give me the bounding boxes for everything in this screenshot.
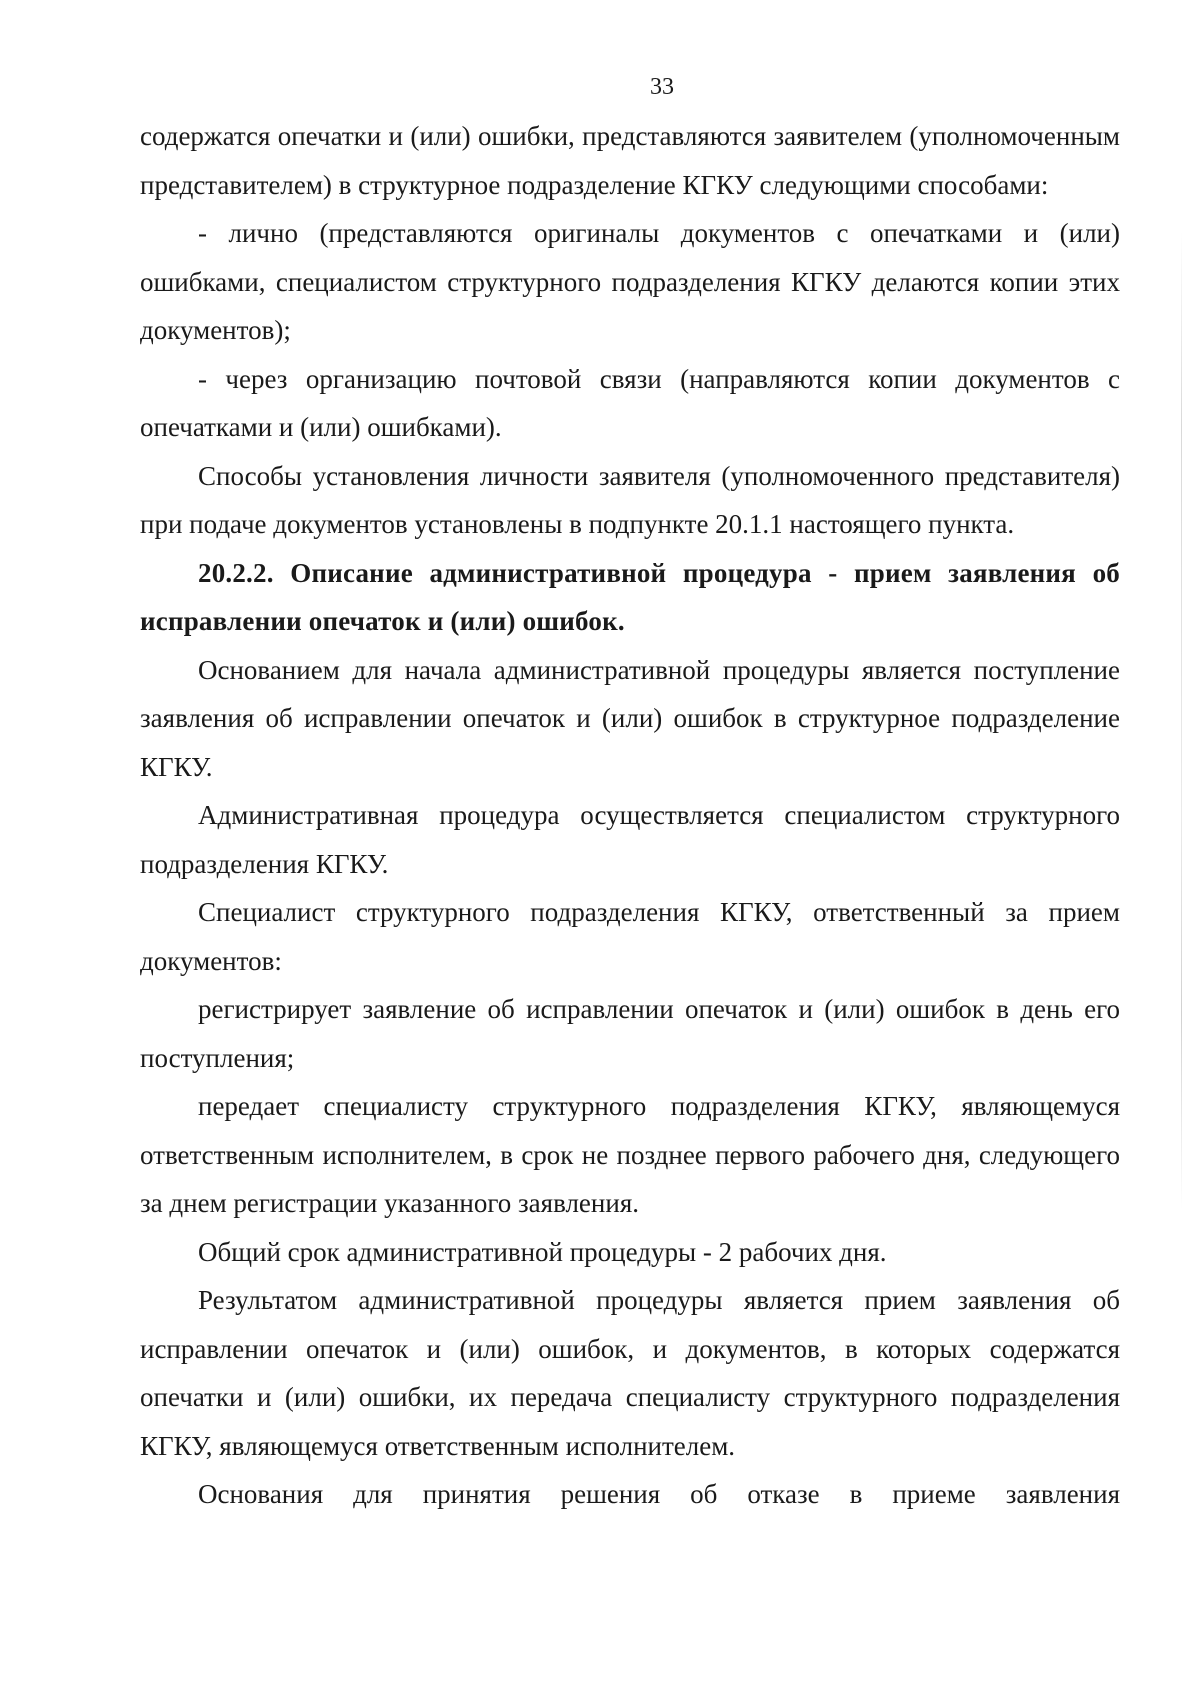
paragraph-basis: Основанием для начала административной процедуры является поступление заявления об исправлении опечаток и (или) ошибок в структурное подразделение КГКУ. bbox=[140, 654, 1120, 782]
scan-edge-line bbox=[1181, 230, 1182, 1210]
paragraph-list-item-post: - через организацию почтовой связи (направляются копии документов с опечатками и (или) ошибками). bbox=[140, 363, 1120, 442]
section-heading: 20.2.2. Описание административной процедура - прием заявления об исправлении опечаток и (или) ошибок. bbox=[140, 557, 1120, 636]
paragraph-transfers: передает специалисту структурного подразделения КГКУ, являющемуся ответственным исполнителем, в срок не позднее первого рабочего дня, следующего за днем регистрации указанного заявления. bbox=[140, 1091, 1120, 1218]
paragraph-registers: регистрирует заявление об исправлении опечаток и (или) ошибок в день его поступления; bbox=[140, 994, 1120, 1073]
paragraph-identity-methods: Способы установления личности заявителя (уполномоченного представителя) при подаче документов установлены в подпункте 20.1.1 настоящего пункта. bbox=[140, 460, 1120, 539]
paragraph-total-term: Общий срок административной процедуры - 2 рабочих дня. bbox=[198, 1236, 887, 1267]
paragraph-result: Результатом административной процедуры является прием заявления об исправлении опечаток и (или) ошибок, и документов, в которых содержатся опечатки и (или) ошибки, их передача специалисту структурного подразделения КГКУ, являющемуся ответственным исполнителем. bbox=[140, 1285, 1120, 1461]
document-body bbox=[140, 112, 1120, 1519]
paragraph-performer: Административная процедура осуществляется специалистом структурного подразделения КГКУ. bbox=[140, 800, 1120, 879]
paragraph-specialist: Специалист структурного подразделения КГКУ, ответственный за прием документов: bbox=[140, 897, 1120, 976]
page-number: 33 bbox=[650, 74, 674, 100]
paragraph-continued: содержатся опечатки и (или) ошибки, представляются заявителем (уполномоченным представителем) в структурное подразделение КГКУ следующими способами: bbox=[140, 121, 1120, 200]
paragraph-list-item-in-person: - лично (представляются оригиналы документов с опечатками и (или) ошибками, специалистом структурного подразделения КГКУ делаются копии этих документов); bbox=[140, 218, 1120, 345]
paragraph-refusal-grounds: Основания для принятия решения об отказе в приеме заявления bbox=[198, 1479, 1120, 1509]
